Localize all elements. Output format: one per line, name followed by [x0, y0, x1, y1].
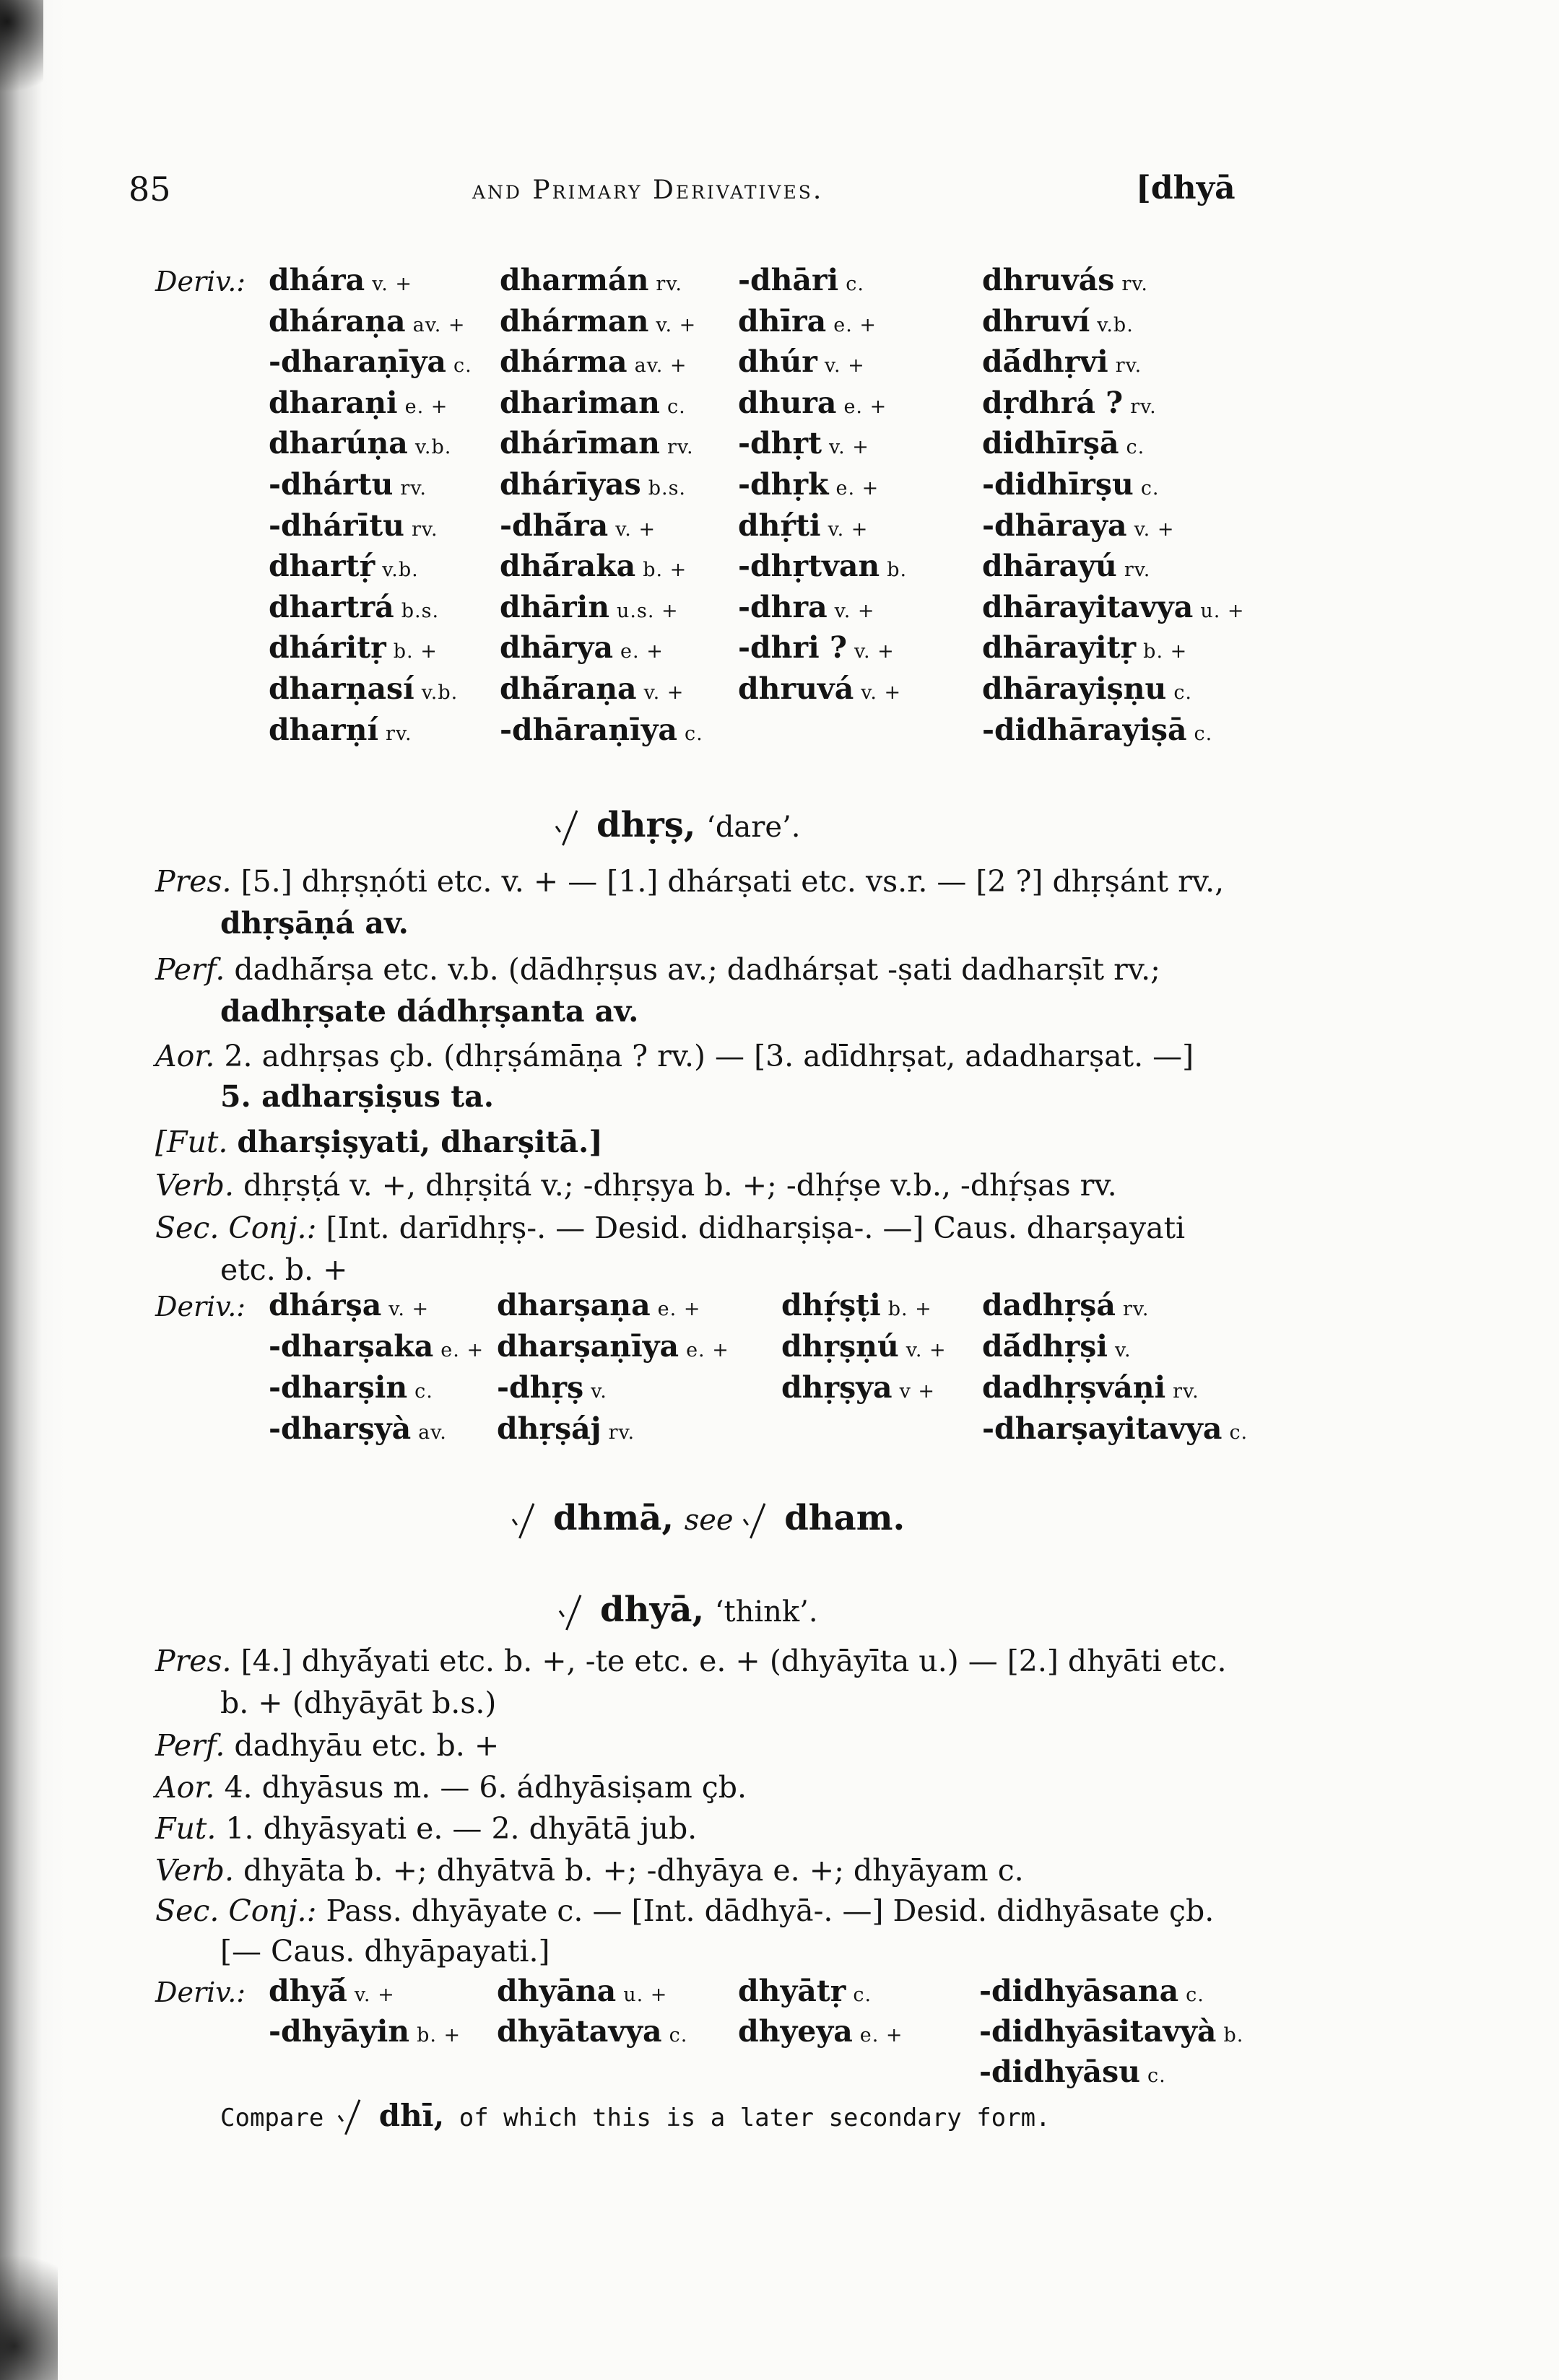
derivative-word: -dharaṇīya: [269, 344, 446, 380]
derivative-entry: [497, 1411, 635, 1446]
label-verb: Verb.: [155, 1853, 234, 1888]
derivative-word: dhúr: [738, 344, 817, 380]
derivative-entry: [500, 467, 686, 502]
page-number: 85: [129, 170, 171, 209]
derivative-word: -dharṣaka: [269, 1329, 434, 1364]
derivative-word: -didhyāsitavyà: [979, 2014, 1217, 2049]
derivative-word: dā́dhṛṣi: [982, 1329, 1108, 1364]
section-heading-dhya: [560, 1590, 818, 1630]
see-label: see: [684, 1504, 734, 1537]
derivative-entry: [738, 630, 895, 665]
source-abbrev: av. +: [412, 313, 466, 336]
dhya-verbal-line: [155, 1852, 1024, 1888]
derivative-entry: [497, 1974, 667, 2008]
source-abbrev: c.: [853, 1984, 872, 2006]
source-abbrev: b.: [1223, 2024, 1244, 2046]
derivative-word: dharṇasí: [269, 671, 414, 706]
source-abbrev: e. +: [404, 395, 448, 418]
source-abbrev: rv.: [666, 436, 694, 459]
dhya-secondary-text: Pass. dhyāyate c. — [Int. dādhyā-. —] Desid. didhyāsate çb.: [326, 1893, 1215, 1928]
label-fut: [Fut.: [155, 1125, 228, 1159]
derivative-word: dhariman: [500, 385, 660, 420]
derivative-entry: [738, 385, 887, 420]
source-abbrev: rv.: [400, 477, 427, 500]
source-abbrev: c.: [846, 273, 864, 295]
derivative-entry: [500, 590, 679, 624]
derivative-entry: [738, 671, 901, 706]
source-abbrev: rv.: [1115, 354, 1142, 378]
derivative-word: dhṛ́ṣṭi: [781, 1288, 881, 1322]
source-abbrev: v +: [899, 1380, 936, 1403]
derivative-word: didhīrṣā: [982, 426, 1119, 461]
derivative-word: dhyātṛ: [738, 1974, 846, 2008]
derivative-entry: [269, 508, 438, 543]
derivative-word: dharṣaṇa: [497, 1288, 651, 1322]
derivative-entry: [982, 549, 1150, 583]
dhya-future-line: [155, 1810, 697, 1847]
source-abbrev: c.: [1140, 477, 1160, 500]
derivative-entry: [500, 344, 687, 379]
derivative-word: dhā́raka: [500, 549, 636, 584]
running-header: [129, 170, 1298, 227]
source-abbrev: v.b.: [1097, 313, 1134, 336]
source-abbrev: e. +: [835, 477, 880, 500]
label-sec-conj: Sec. Conj.:: [155, 1893, 317, 1928]
source-abbrev: c.: [1186, 1984, 1204, 2006]
derivative-word: dhárma: [500, 344, 627, 380]
dhrs-secondary-cont: etc. b. +: [220, 1252, 348, 1287]
derivative-entry: [982, 1411, 1248, 1446]
derivative-word: dharmán: [500, 263, 649, 297]
derivative-word: dharaṇi: [269, 385, 398, 420]
derivative-entry: [269, 1370, 433, 1405]
derivative-entry: [269, 549, 419, 583]
derivative-entry: [738, 1974, 872, 2008]
source-abbrev: v. +: [906, 1339, 947, 1361]
derivative-word: -dhártu: [269, 467, 394, 502]
derivative-entry: [269, 671, 458, 706]
derivative-word: dhārayiṣṇu: [982, 671, 1167, 706]
root-radical-icon: [744, 1502, 768, 1534]
derivative-word: dháritṛ: [269, 630, 386, 666]
source-abbrev: c.: [414, 1380, 433, 1403]
source-abbrev: v.b.: [414, 436, 452, 459]
page-shadow-left: [0, 0, 65, 2380]
derivative-entry: [269, 344, 472, 379]
dhya-aorist-text: 4. dhyāsus m. — 6. ádhyāsiṣam çb.: [224, 1770, 747, 1805]
derivative-word: dhṛṣya: [781, 1370, 893, 1405]
derivative-entry: [500, 671, 684, 706]
derivative-word: dháraṇa: [269, 303, 406, 339]
derivative-entry: [982, 263, 1148, 297]
label-sec-conj: Sec. Conj.:: [155, 1211, 317, 1245]
source-abbrev: b.s.: [648, 477, 687, 500]
derivative-entry: [738, 263, 864, 297]
source-abbrev: v. +: [388, 1298, 430, 1320]
derivative-word: dhṛṣṇú: [781, 1329, 899, 1364]
derivative-word: dhārayitavya: [982, 589, 1194, 624]
derivative-entry: [500, 508, 656, 543]
source-abbrev: v. +: [615, 518, 656, 541]
derivative-word: -dhāraṇīya: [500, 712, 677, 747]
derivative-word: -didhyāsu: [979, 2054, 1141, 2089]
derivative-word: -didhīrṣu: [982, 467, 1134, 502]
source-abbrev: b. +: [643, 559, 687, 582]
derivative-word: -dhāri: [738, 263, 839, 297]
derivative-entry: [269, 385, 448, 420]
derivative-entry: [982, 1329, 1132, 1364]
derivative-word: dhruví: [982, 303, 1090, 339]
source-abbrev: c.: [1229, 1421, 1248, 1444]
derivative-entry: [982, 426, 1145, 461]
compare-note: [220, 2098, 1051, 2133]
derivative-word: dā́dhṛvi: [982, 344, 1108, 380]
dhya-verbal-text: dhyāta b. +; dhyātvā b. +; -dhyāya e. +; dhyāyam c.: [243, 1853, 1024, 1888]
page-shadow-bottom-left: [0, 2223, 58, 2380]
compare-text-end: of which this is a later secondary form.: [459, 2104, 1051, 2132]
derivative-entry: [269, 2014, 461, 2049]
derivative-entry: [269, 712, 412, 747]
deriv-label-dhrs: Deriv.:: [155, 1291, 246, 1322]
derivative-word: dhīra: [738, 303, 827, 339]
label-perf: Perf.: [155, 1728, 225, 1763]
derivative-entry: [738, 508, 868, 543]
source-abbrev: rv.: [656, 273, 682, 295]
derivative-entry: [269, 426, 451, 461]
source-abbrev: c.: [453, 354, 472, 378]
derivative-word: dadhṛṣváṇi: [982, 1370, 1166, 1405]
source-abbrev: e. +: [833, 313, 877, 336]
root-dhma: dhmā,: [553, 1498, 674, 1538]
derivative-word: -dhṛṣ: [497, 1370, 584, 1405]
derivative-entry: [269, 1329, 484, 1364]
root-radical-icon: [560, 1594, 584, 1626]
running-title: and Primary Derivatives.: [472, 175, 824, 205]
source-abbrev: v.b.: [382, 559, 419, 582]
derivative-entry: [738, 549, 907, 583]
dhya-secondary-cont: [— Caus. dhyāpayati.]: [220, 1934, 550, 1969]
source-abbrev: e. +: [440, 1339, 485, 1361]
derivative-word: dhárīyas: [500, 467, 641, 502]
derivative-entry: [979, 1974, 1204, 2008]
source-abbrev: v. +: [854, 640, 895, 663]
derivative-entry: [269, 1974, 395, 2008]
dhrs-present-cont: dhṛṣāṇá av.: [220, 906, 409, 941]
section-heading-dhrs: [556, 805, 801, 845]
source-abbrev: rv.: [1121, 273, 1148, 295]
deriv-label-dhr: Deriv.:: [155, 266, 246, 297]
derivative-word: -dharṣyà: [269, 1411, 412, 1446]
running-headword: [dhyā: [1136, 170, 1236, 206]
derivative-entry: [500, 263, 682, 297]
derivative-word: -dhāraya: [982, 507, 1127, 543]
root-dhya: dhyā,: [600, 1590, 705, 1630]
derivative-word: dhára: [269, 263, 365, 297]
source-abbrev: u. +: [623, 1984, 668, 2006]
derivative-entry: [500, 630, 664, 665]
source-abbrev: v. +: [834, 599, 875, 622]
label-fut: Fut.: [155, 1811, 217, 1846]
derivative-entry: [982, 590, 1245, 624]
derivative-entry: [781, 1370, 935, 1405]
dhrs-aorist-text: 2. adhṛṣas çb. (dhṛṣámāṇa ? rv.) — [3. adīdhṛṣat, adadharṣat. —]: [224, 1039, 1194, 1073]
derivative-entry: [497, 1329, 729, 1364]
source-abbrev: c.: [685, 722, 703, 745]
dhrs-verbal-line: [155, 1167, 1117, 1203]
derivative-word: dharṣaṇīya: [497, 1329, 679, 1364]
derivative-entry: [738, 467, 879, 502]
derivative-entry: [982, 671, 1192, 706]
compare-root: dhī,: [378, 2098, 445, 2133]
derivative-word: dhyātavya: [497, 2014, 662, 2049]
derivative-word: dhārin: [500, 589, 610, 624]
source-abbrev: e. +: [843, 395, 887, 418]
source-abbrev: rv.: [1130, 395, 1157, 418]
derivative-entry: [269, 1288, 429, 1322]
derivative-entry: [982, 1370, 1199, 1405]
source-abbrev: c.: [1147, 2065, 1166, 2087]
derivative-word: dhruvás: [982, 263, 1115, 297]
source-abbrev: u. +: [1200, 599, 1245, 622]
derivative-entry: [781, 1329, 947, 1364]
derivative-entry: [982, 344, 1142, 379]
label-verb: Verb.: [155, 1168, 234, 1203]
derivative-word: -dhṛt: [738, 426, 822, 461]
derivative-word: dhṛ́ti: [738, 507, 821, 543]
derivative-word: dhura: [738, 385, 837, 420]
dhrs-perfect-line: [155, 951, 1160, 988]
source-abbrev: e. +: [686, 1339, 729, 1361]
source-abbrev: rv.: [1124, 559, 1151, 582]
derivative-word: dṛdhrá ?: [982, 385, 1124, 420]
derivative-entry: [500, 385, 686, 420]
dhya-perfect-line: [155, 1727, 499, 1764]
derivative-word: dhyāna: [497, 1974, 617, 2008]
source-abbrev: v. +: [656, 313, 697, 336]
source-abbrev: b.: [887, 559, 908, 582]
source-abbrev: v.b.: [421, 681, 459, 704]
source-abbrev: v. +: [824, 354, 865, 378]
gloss-dhrs: ‘dare’.: [706, 811, 801, 844]
dhrs-perfect-text: dadhā́rṣa etc. v.b. (dādhṛṣus av.; dadhárṣat -ṣati dadharṣīt rv.;: [234, 952, 1160, 987]
derivative-word: dhartrá: [269, 589, 394, 624]
source-abbrev: b. +: [887, 1298, 932, 1320]
source-abbrev: av.: [418, 1421, 447, 1444]
dhrs-aorist-cont: 5. adharṣiṣus ta.: [220, 1079, 494, 1114]
derivative-entry: [500, 549, 687, 583]
derivative-entry: [269, 263, 412, 297]
derivative-entry: [982, 467, 1160, 502]
page-shadow-top-left: [0, 0, 43, 115]
derivative-word: dharúṇa: [269, 426, 408, 461]
derivative-word: -dhā́ra: [500, 507, 609, 543]
source-abbrev: rv.: [386, 722, 412, 745]
derivative-word: dhruvá: [738, 671, 854, 706]
source-abbrev: b.s.: [401, 599, 440, 622]
derivative-entry: [982, 712, 1212, 747]
source-abbrev: c.: [666, 395, 686, 418]
root-radical-icon: [556, 809, 581, 841]
derivative-word: dadhṛṣá: [982, 1288, 1116, 1322]
source-abbrev: u.s. +: [617, 599, 679, 622]
derivative-entry: [979, 2054, 1166, 2089]
derivative-word: -dhárītu: [269, 507, 404, 543]
derivative-word: -dhri ?: [738, 630, 847, 666]
source-abbrev: e. +: [859, 2024, 903, 2046]
dhya-present-text: [4.] dhyā́yati etc. b. +, -te etc. e. + (dhyāyīta u.) — [2.] dhyāti etc.: [240, 1644, 1227, 1678]
dhrs-present-line: [155, 863, 1224, 899]
dhrs-secondary-text: [Int. darīdhṛṣ-. — Desid. didharṣiṣa-. —] Caus. dharṣayati: [326, 1211, 1186, 1245]
dhrs-verbal-text: dhṛṣṭá v. +, dhṛṣitá v.; -dhṛṣya b. +; -dhṛ́ṣe v.b., -dhṛ́ṣas rv.: [243, 1168, 1117, 1203]
derivative-entry: [497, 1288, 700, 1322]
root-dham: dham.: [784, 1498, 906, 1538]
source-abbrev: c.: [669, 2024, 688, 2046]
dhrs-present-text: [5.] dhṛṣṇóti etc. v. + — [1.] dhárṣati etc. vs.r. — [2 ?] dhṛṣánt rv.,: [240, 864, 1225, 899]
source-abbrev: v. +: [372, 273, 413, 295]
dhya-future-text: 1. dhyāsyati e. — 2. dhyātā jub.: [225, 1811, 698, 1846]
root-dhrs: dhṛṣ,: [596, 805, 696, 845]
label-pres: Pres.: [155, 864, 232, 899]
derivative-entry: [982, 1288, 1150, 1322]
root-radical-icon: [513, 1502, 537, 1534]
dhrs-future-line: [155, 1124, 603, 1160]
derivative-entry: [982, 385, 1157, 420]
label-perf: Perf.: [155, 952, 225, 987]
source-abbrev: v. +: [354, 1984, 395, 2006]
dhrs-aorist-line: [155, 1038, 1194, 1074]
source-abbrev: v.: [1114, 1339, 1132, 1361]
derivative-word: dhārayú: [982, 549, 1117, 584]
source-abbrev: e. +: [620, 640, 664, 663]
derivative-entry: [982, 304, 1134, 339]
source-abbrev: rv.: [1122, 1298, 1150, 1320]
dhrs-secondary-line: [155, 1210, 1185, 1246]
derivative-word: dhā́raṇa: [500, 671, 637, 706]
compare-text-start: Compare: [220, 2104, 324, 2132]
derivative-word: dhyā́: [269, 1974, 347, 2008]
derivative-word: dhárīman: [500, 426, 660, 461]
derivative-word: dhārya: [500, 630, 614, 666]
dhrs-perfect-cont: dadhṛṣate dádhṛṣanta av.: [220, 994, 639, 1029]
source-abbrev: av. +: [634, 354, 687, 378]
dhya-secondary-line: [155, 1893, 1214, 1929]
derivative-entry: [500, 304, 696, 339]
derivative-entry: [269, 1411, 447, 1446]
source-abbrev: c.: [1126, 436, 1145, 459]
source-abbrev: rv.: [411, 518, 438, 541]
derivative-entry: [738, 344, 865, 379]
derivative-entry: [982, 630, 1187, 665]
source-abbrev: b. +: [393, 640, 438, 663]
source-abbrev: c.: [1173, 681, 1193, 704]
derivative-entry: [500, 426, 694, 461]
dhrs-future-text: dharṣiṣyati, dharṣitā.]: [237, 1125, 603, 1159]
label-aor: Aor.: [155, 1039, 215, 1073]
derivative-word: dhárman: [500, 303, 649, 339]
derivative-entry: [269, 467, 427, 502]
source-abbrev: b. +: [417, 2024, 461, 2046]
derivative-entry: [738, 2014, 903, 2049]
derivative-word: -dharṣayitavya: [982, 1411, 1223, 1446]
derivative-word: dhartṛ́: [269, 549, 375, 584]
derivative-entry: [738, 426, 869, 461]
label-aor: Aor.: [155, 1770, 215, 1805]
source-abbrev: c.: [1194, 722, 1213, 745]
derivative-entry: [269, 304, 466, 339]
source-abbrev: v.: [591, 1380, 607, 1403]
derivative-word: dharṇí: [269, 712, 379, 747]
derivative-word: -dhṛtvan: [738, 549, 880, 584]
gloss-dhya: ‘think’.: [714, 1595, 818, 1629]
derivative-entry: [982, 508, 1174, 543]
derivative-entry: [497, 2014, 687, 2049]
section-heading-dhma: [513, 1498, 905, 1538]
derivative-entry: [500, 712, 703, 747]
derivative-word: -didhyāsana: [979, 1974, 1179, 2008]
derivative-word: -dhṛk: [738, 467, 829, 502]
source-abbrev: v. +: [643, 681, 685, 704]
source-abbrev: v. +: [861, 681, 902, 704]
derivative-entry: [269, 630, 438, 665]
source-abbrev: b. +: [1143, 640, 1188, 663]
derivative-word: dhārayitṛ: [982, 630, 1137, 666]
derivative-word: dhárṣa: [269, 1288, 382, 1322]
dhya-aorist-line: [155, 1769, 747, 1805]
root-radical-icon: [339, 2098, 363, 2130]
label-pres: Pres.: [155, 1644, 232, 1678]
derivative-entry: [781, 1288, 932, 1322]
source-abbrev: rv.: [1173, 1380, 1199, 1403]
source-abbrev: v. +: [829, 436, 869, 459]
derivative-entry: [497, 1370, 607, 1405]
derivative-word: -didhārayiṣā: [982, 712, 1187, 747]
derivative-word: dhyeya: [738, 2014, 853, 2049]
derivative-word: dhṛṣáj: [497, 1411, 602, 1446]
derivative-entry: [979, 2014, 1243, 2049]
derivative-entry: [269, 590, 439, 624]
derivative-word: -dhyāyin: [269, 2014, 410, 2049]
dhya-present-line: [155, 1643, 1227, 1679]
derivative-word: -dhra: [738, 589, 828, 624]
source-abbrev: rv.: [608, 1421, 635, 1444]
dhya-perfect-text: dadhyāu etc. b. +: [234, 1728, 500, 1763]
deriv-label-dhya: Deriv.:: [155, 1976, 246, 2008]
derivative-entry: [738, 304, 877, 339]
source-abbrev: v. +: [1134, 518, 1175, 541]
source-abbrev: v. +: [828, 518, 869, 541]
derivative-entry: [738, 590, 875, 624]
derivative-word: -dharṣin: [269, 1370, 408, 1405]
source-abbrev: e. +: [657, 1298, 701, 1320]
dhya-present-cont: b. + (dhyāyāt b.s.): [220, 1686, 497, 1720]
